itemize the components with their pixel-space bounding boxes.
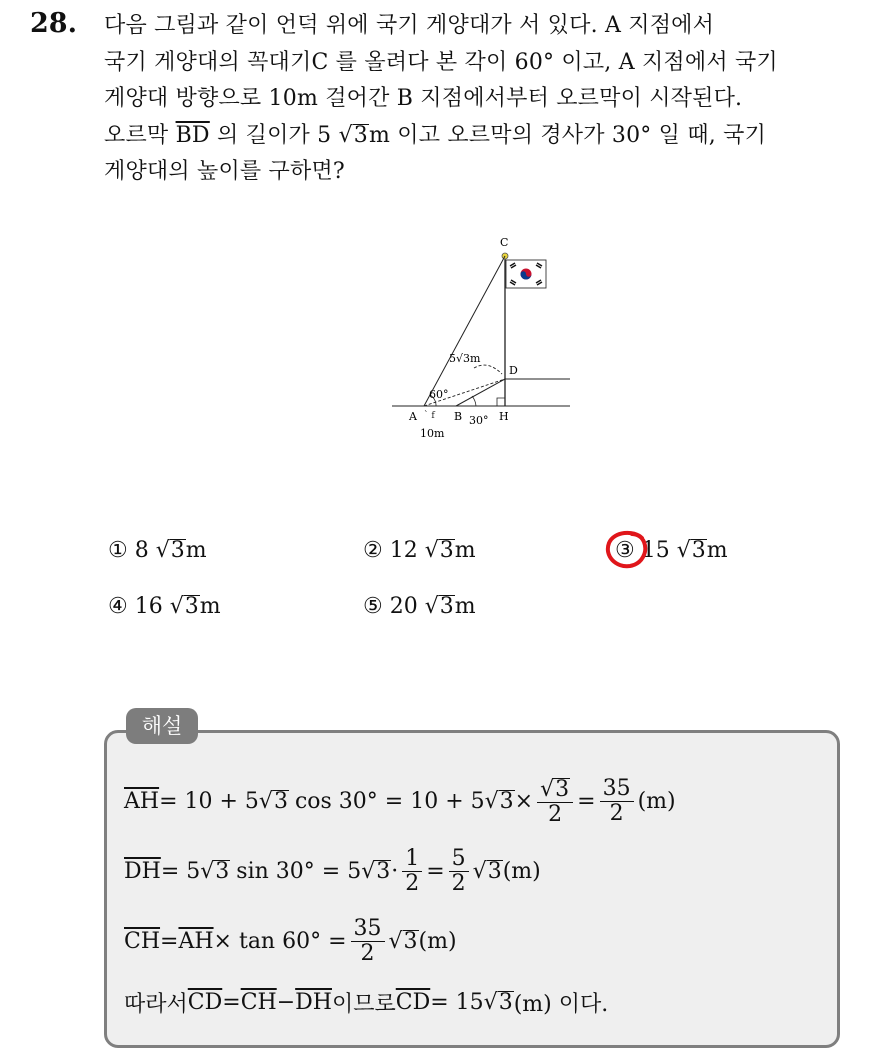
dashed-arc — [474, 365, 502, 374]
right-angle-mark — [497, 398, 505, 406]
diagram-figure — [380, 228, 580, 448]
question-text — [104, 8, 864, 191]
label-d: D — [509, 364, 518, 377]
label-a: A — [409, 410, 417, 423]
choice-number: ② — [363, 538, 383, 563]
fraction: $\frac{35}{2}$ — [600, 777, 634, 824]
solution-line-4: 따라서 $\overline{CD}$ = $\overline{CH}$ − $\overline{DH}$ 이므로 $\overline{CD}$ = 15 √3 (m) 이다. — [124, 989, 609, 1017]
solution-tab: 해설 — [126, 708, 198, 744]
choice-3[interactable]: ③ 15 √3m — [615, 538, 728, 563]
choice-value: 16 — [134, 594, 163, 619]
label-b: B — [454, 410, 463, 423]
choice-5[interactable]: ⑤ 20 √3m — [363, 594, 476, 619]
svg-text:` f: ` f — [424, 411, 435, 421]
solution-line-3: $\overline{CH}$ = $\overline{AH}$ × tan 60° = $\frac{35}{2}$ √3 (m) — [124, 916, 457, 966]
answer-circle-mark — [604, 528, 650, 572]
label-len-10: 10m — [420, 427, 445, 440]
solution-line-2: $\overline{DH}$ = 5 √3 sin 30° = 5 √3 · $\frac{1}{2}$ = $\frac{5}{2}$ √3 (m) — [124, 846, 541, 896]
label-angle-60: 60° — [429, 388, 449, 401]
question-line: 게양대 방향으로 10m 걸어간 B 지점에서부터 오르막이 시작된다. — [104, 86, 743, 111]
label-c: C — [500, 236, 509, 249]
question-line: 다음 그림과 같이 언덕 위에 국기 게양대가 서 있다. A 지점에서 — [104, 13, 715, 38]
sqrt: √3 — [338, 122, 368, 148]
choice-4[interactable]: ④ 16 √3m — [108, 594, 221, 619]
choice-value: 20 — [389, 594, 418, 619]
choice-number: ③ — [615, 538, 635, 563]
angle-arc-30 — [472, 396, 476, 406]
choice-2[interactable]: ② 12 √3m — [363, 538, 476, 563]
fraction: $\frac{1}{2}$ — [402, 847, 422, 894]
korean-flag — [506, 260, 546, 288]
question-line: 국기 게양대의 꼭대기C 를 올려다 본 각이 60° 이고, A 지점에서 국기 — [104, 49, 778, 75]
question-line: 게양대의 높이를 구하면? — [104, 159, 345, 184]
choice-value: 12 — [389, 538, 418, 563]
choice-number: ④ — [108, 594, 128, 619]
choice-number: ⑤ — [363, 594, 383, 619]
choice-1[interactable]: ① 8 √3m — [108, 538, 207, 563]
label-len-bd: 5√3m — [449, 352, 481, 365]
choice-number: ① — [108, 538, 128, 563]
segment-bd: $\overline{BD}$ — [175, 122, 210, 148]
choice-value: 15 — [641, 538, 670, 563]
fraction: $\frac{5}{2}$ — [449, 847, 469, 894]
label-h: H — [499, 410, 509, 423]
fraction: $\frac{√3}{2}$ — [537, 776, 573, 825]
choice-value: 8 — [134, 538, 149, 563]
fraction: $\frac{35}{2}$ — [351, 917, 385, 964]
question-line: 오르막 $\overline{BD}$ 의 길이가 5 √3m 이고 오르막의 경사가 30° 일 때, 국기 — [104, 118, 864, 155]
question-number: 28. — [30, 8, 77, 39]
label-angle-30: 30° — [469, 414, 489, 427]
solution-line-1: $\overline{AH}$ = 10 + 5 √3 cos 30° = 10 + 5 √3 × $\frac{√3}{2}$ = $\frac{35}{2}$ (m) — [124, 776, 676, 827]
